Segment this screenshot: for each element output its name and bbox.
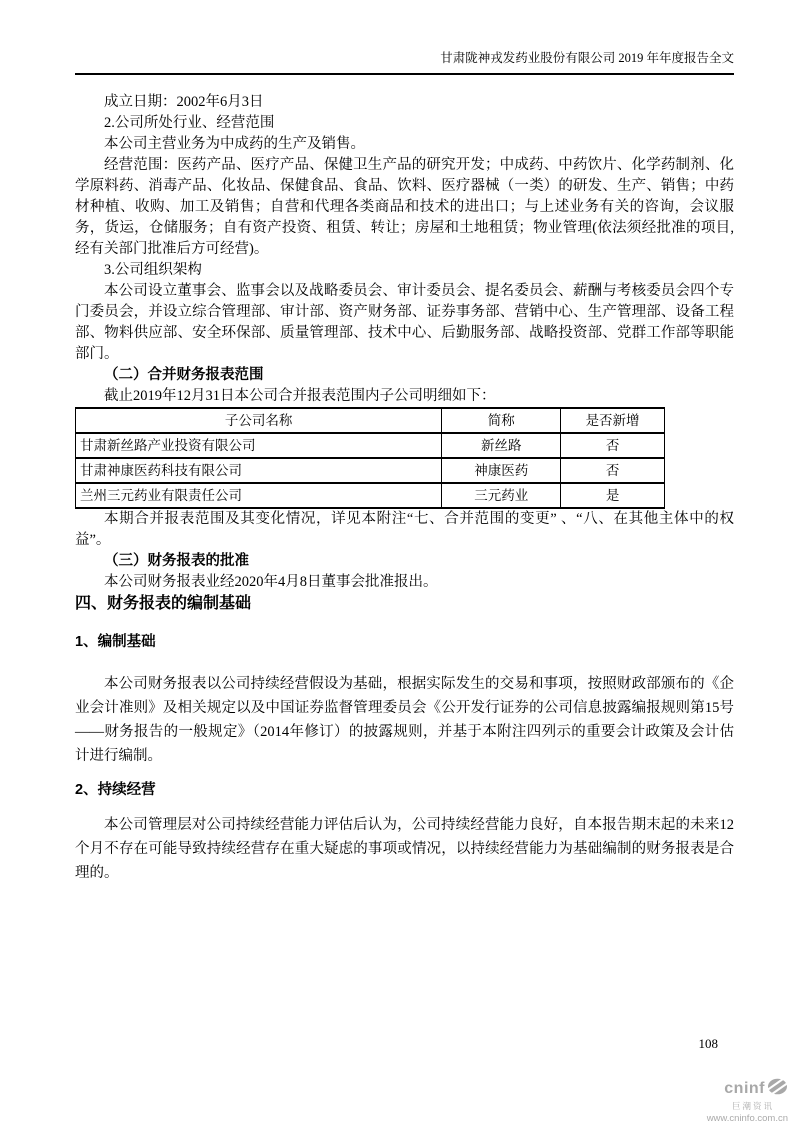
preparation-basis-paragraph: 本公司财务报表以公司持续经营假设为基础，根据实际发生的交易和事项，按照财政部颁布的《企业会计准则》及相关规定以及中国证券监督管理委员会《公开发行证券的公司信息披露编报规则第15号——财务报告的一般规定》（2014年修订）的披露规则，并基于本附注四列示的重要会计政策及会计估计进行编制。: [75, 676, 734, 764]
document-body: [75, 92, 734, 885]
subsidiaries-intro-line: 截止2019年12月31日本公司合并报表范围内子公司明细如下：: [104, 388, 496, 404]
subsidiary-name-cell: 甘肃新丝路产业投资有限公司: [76, 433, 442, 458]
org-structure-heading: 3.公司组织架构: [104, 262, 202, 278]
newly-added-cell: 是: [561, 483, 665, 508]
subsidiary-name-cell: 兰州三元药业有限责任公司: [76, 483, 442, 508]
going-concern-paragraph: 本公司管理层对公司持续经营能力评估后认为，公司持续经营能力良好，自本报告期末起的未来12个月不存在可能导致持续经营存在重大疑虑的事项或情况，以持续经营能力为基础编制的财务报表是合理的。: [75, 817, 734, 881]
newly-added-cell: 否: [561, 433, 665, 458]
table-row: [76, 458, 665, 483]
newly-added-cell: 否: [561, 458, 665, 483]
cninfo-brand-text: cninf: [724, 1080, 765, 1097]
section-four-title: 四、财务报表的编制基础: [75, 595, 252, 612]
cninfo-url: www.cninfo.com.cn: [706, 1113, 788, 1122]
cninfo-brand-row: [724, 1078, 788, 1100]
subsidiaries-table: [75, 407, 665, 509]
scope-change-note: 本期合并报表范围及其变化情况，详见本附注“七、合并范围的变更” 、“八、在其他主体中的权益”。: [75, 511, 734, 548]
business-scope-paragraph: 经营范围：医药产品、医疗产品、保健卫生产品的研究开发；中成药、中药饮片、化学药制剂、化学原料药、消毒产品、化妆品、保健食品、食品、饮料、医疗器械（一类）的研发、生产、销售；中药材种植、收购、加工及销售；自营和代理各类商品和技术的进出口；与上述业务有关的咨询，会议服务，货运，仓储服务；自有资产投资、租赁、转让；房屋和土地租赁；物业管理(依法须经批准的项目,经有关部门批准后方可经营)。: [75, 157, 734, 257]
subsidiary-name-cell: 甘肃神康医药科技有限公司: [76, 458, 442, 483]
cninfo-swoosh-icon: [767, 1078, 788, 1100]
table-row: [76, 483, 665, 508]
short-name-cell: 三元药业: [442, 483, 561, 508]
page-number: 108: [698, 1036, 718, 1051]
table-header-row: [76, 408, 665, 433]
cninfo-subtitle: 巨潮资讯: [731, 1101, 774, 1111]
col-header-short-name: 简称: [442, 408, 561, 433]
subsection-1-title: 1、编制基础: [75, 634, 156, 650]
main-business-line: 本公司主营业务为中成药的生产及销售。: [104, 136, 365, 152]
short-name-cell: 神康医药: [442, 458, 561, 483]
table-row: [76, 433, 665, 458]
industry-scope-heading: 2.公司所处行业、经营范围: [104, 115, 275, 131]
short-name-cell: 新丝路: [442, 433, 561, 458]
report-title: 甘肃陇神戎发药业股份有限公司 2019 年年度报告全文: [440, 51, 734, 65]
running-header: [75, 50, 734, 75]
org-structure-paragraph: 本公司设立董事会、监事会以及战略委员会、审计委员会、提名委员会、薪酬与考核委员会四个专门委员会，并设立综合管理部、审计部、资产财务部、证券事务部、营销中心、生产管理部、设备工程部、物料供应部、安全环保部、质量管理部、技术中心、后勤服务部、战略投资部、党群工作部等职能部门。: [75, 283, 734, 362]
cninfo-logo: [707, 1078, 788, 1122]
approval-heading: （三）财务报表的批准: [104, 553, 249, 569]
approval-line: 本公司财务报表业经2020年4月8日董事会批准报出。: [104, 574, 438, 590]
col-header-subsidiary-name: 子公司名称: [76, 408, 442, 433]
subsection-2-title: 2、持续经营: [75, 782, 156, 798]
consolidation-scope-heading: （二）合并财务报表范围: [104, 367, 264, 383]
establish-date-line: 成立日期：2002年6月3日: [104, 94, 264, 110]
col-header-newly-added: 是否新增: [561, 408, 665, 433]
